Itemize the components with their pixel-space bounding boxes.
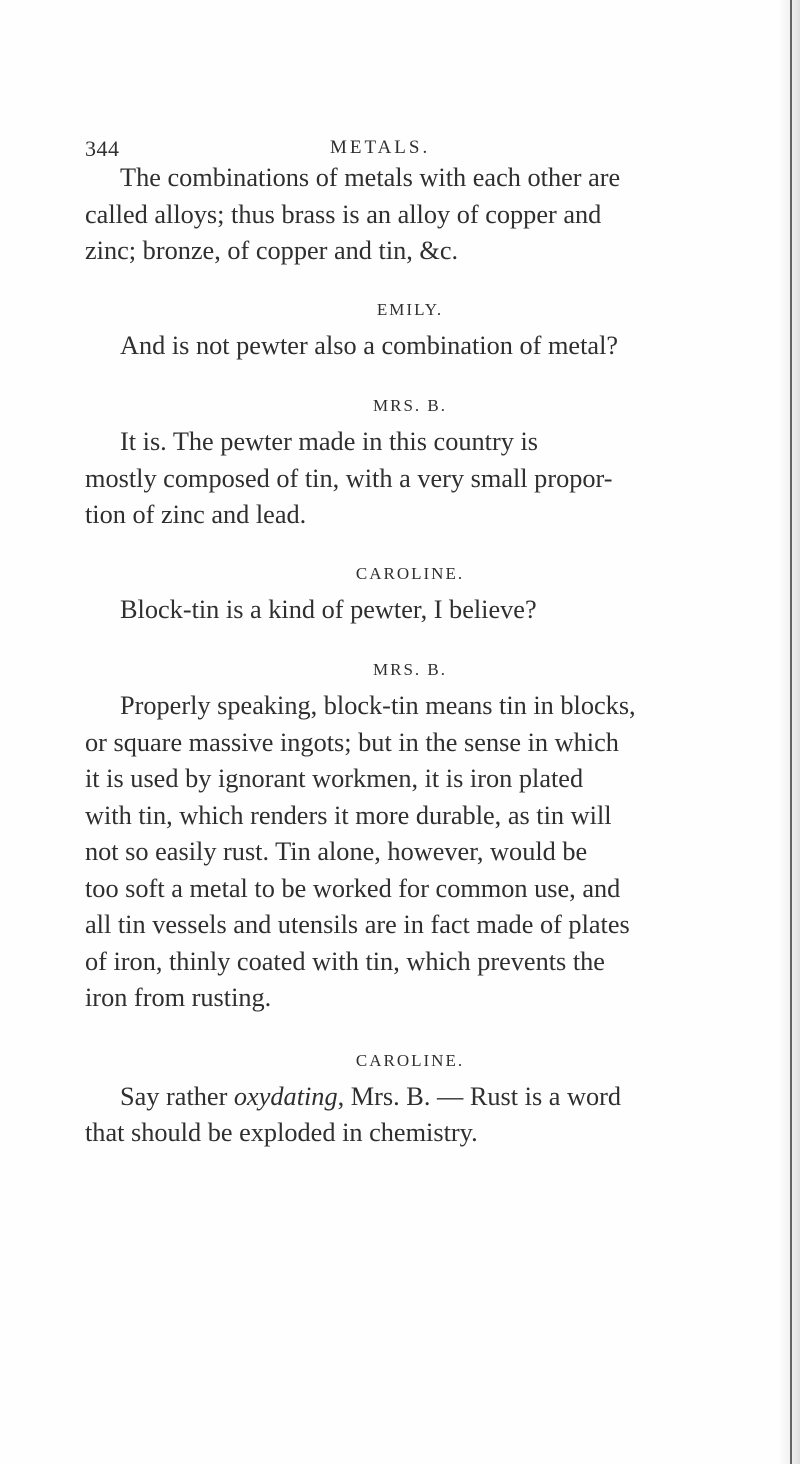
- text-line: Properly speaking, block-tin means tin in blocks,: [120, 691, 636, 720]
- text-line: And is not pewter also a combination of metal?: [120, 330, 619, 360]
- paragraph: [85, 592, 735, 629]
- text-line: iron from rusting.: [85, 983, 272, 1012]
- text-line: zinc; bronze, of copper and tin, &c.: [85, 236, 459, 265]
- paragraph: [85, 328, 735, 365]
- speaker-label: MRS. B.: [373, 660, 447, 679]
- paragraph: [85, 424, 735, 534]
- text-line: It is. The pewter made in this country is: [120, 427, 538, 456]
- running-title: METALS.: [330, 137, 431, 158]
- text-line: all tin vessels and utensils are in fact made of plates: [85, 910, 630, 939]
- page-number: 344: [85, 136, 120, 161]
- page-gutter-shadow: [778, 0, 800, 1464]
- paragraph: [85, 688, 735, 1017]
- text-line: not so easily rust. Tin alone, however, would be: [85, 837, 588, 866]
- text-line: of iron, thinly coated with tin, which prevents the: [85, 946, 605, 976]
- text-line: too soft a metal to be worked for common use, and: [85, 873, 621, 903]
- text-line: with tin, which renders it more durable, as tin will: [85, 800, 612, 830]
- text-line: tion of zinc and lead.: [85, 500, 307, 529]
- text-line: mostly composed of tin, with a very small propor-: [85, 463, 613, 493]
- text-fragment: , Mrs. B. — Rust is a word: [337, 1081, 622, 1111]
- paragraph: [85, 160, 735, 270]
- speaker-label: CAROLINE.: [355, 563, 465, 583]
- text-line: [85, 1079, 735, 1116]
- text-line: or square massive ingots; but in the sense in which: [85, 727, 619, 757]
- italic-word: oxydating: [233, 1081, 338, 1111]
- text-line: Block-tin is a kind of pewter, I believe?: [120, 594, 537, 624]
- text-line: called alloys; thus brass is an alloy of copper and: [85, 199, 602, 229]
- speaker-label: EMILY.: [376, 299, 444, 319]
- speaker-label: MRS. B.: [373, 396, 447, 415]
- text-fragment: Say rather: [120, 1081, 234, 1111]
- text-line: it is used by ignorant workmen, it is iron plated: [85, 764, 584, 793]
- text-line: The combinations of metals with each other are: [120, 163, 621, 192]
- body-text: [85, 160, 735, 1152]
- text-line: that should be exploded in chemistry.: [85, 1118, 478, 1147]
- speaker-label: CAROLINE.: [355, 1050, 465, 1070]
- paragraph: [85, 1079, 735, 1152]
- page-edge-line: [790, 0, 792, 1464]
